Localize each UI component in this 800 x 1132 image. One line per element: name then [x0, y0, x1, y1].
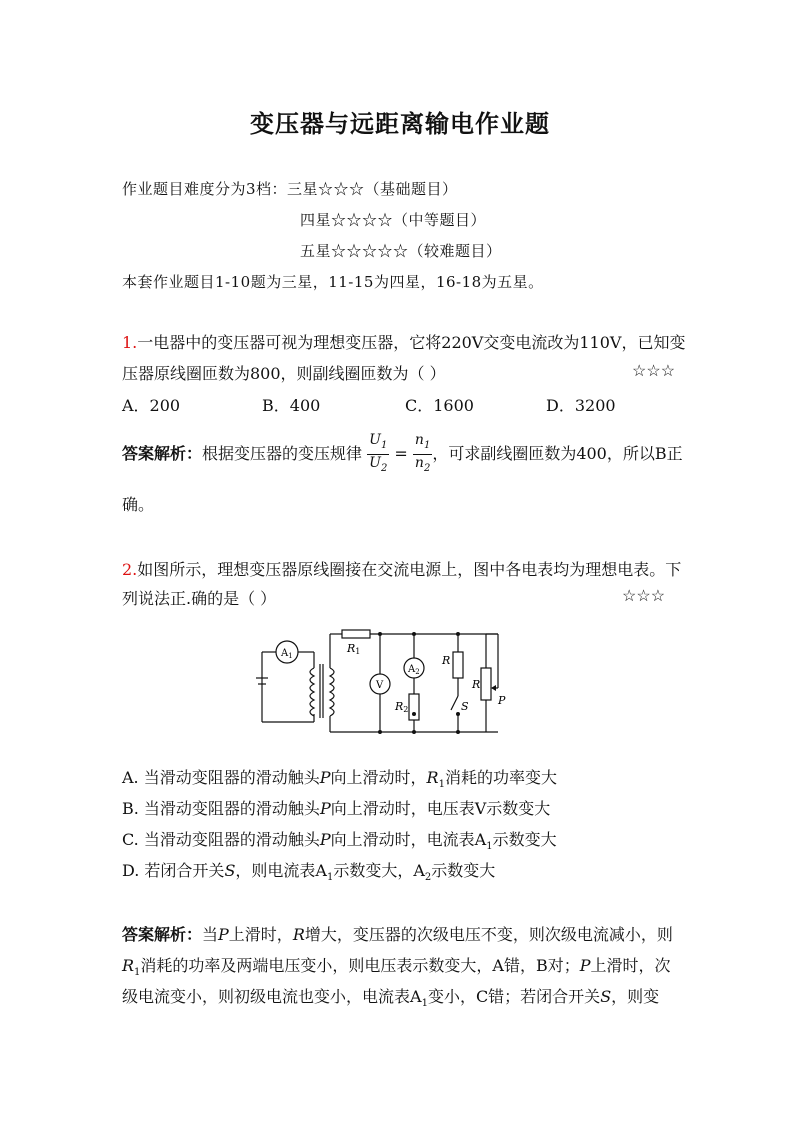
q1-answer-line-2: 确。 [122, 495, 155, 514]
label-s: S [461, 700, 469, 713]
q2-number: 2. [122, 560, 138, 579]
q1-text-1: 一电器中的变压器可视为理想变压器，它将220V交变电流改为110V，已知变 [137, 333, 686, 352]
intro-line-2: 四星☆☆☆☆（中等题目） [300, 211, 487, 229]
label-a2: $A_2$ [408, 664, 420, 676]
q1-number: 1. [122, 333, 138, 352]
intro-line-1: 作业题目难度分为3档：三星☆☆☆（基础题目） [122, 180, 458, 198]
label-r1: R1 [347, 642, 361, 656]
label-r2: R2 [395, 700, 409, 714]
label-v: V [376, 680, 384, 691]
q1-option-b: B．400 [262, 396, 321, 415]
q2-option-c: C. 当滑动变阻器的滑动触头P向上滑动时，电流表$A_1$示数变大 [122, 830, 557, 853]
q2-option-d: D. 若闭合开关S，则电流表$A_1$示数变大，$A_2$示数变大 [122, 861, 496, 884]
q1-answer-pre: 根据变压器的变压规律 [202, 443, 363, 463]
circuit-diagram [252, 624, 522, 750]
q2-line-2: 列说法正.确的是（ ） [122, 589, 277, 608]
q1-line-1 [122, 330, 685, 353]
document-title: 变压器与远距离输电作业题 [250, 110, 550, 138]
formula-n-ratio: $\frac{n_1}{n_2}$ [414, 432, 431, 474]
q2-line-1 [122, 557, 681, 580]
formula-u-ratio: $\frac{U_1}{U_2}$ [369, 432, 388, 474]
q1-option-d: D．3200 [546, 396, 616, 415]
label-a1: $A_1$ [281, 648, 293, 660]
q1-option-c: C．1600 [405, 396, 474, 415]
intro-line-3: 五星☆☆☆☆☆（较难题目） [300, 242, 502, 260]
q1-answer-post: ，可求副线圈匝数为400，所以B正 [432, 443, 683, 463]
q2-answer-line-2: $R_1$消耗的功率及两端电压变小，则电压表示数变大，A错，B对；P上滑时，次 [122, 956, 671, 979]
q2-answer-line-1: 答案解析：当P上滑时，R增大，变压器的次级电压不变，则次级电流减小，则 [122, 925, 673, 944]
q1-option-a: A．200 [122, 396, 181, 415]
label-r: R [442, 654, 451, 667]
q2-text-1: 如图所示，理想变压器原线圈接在交流电源上，图中各电表均为理想电表。下 [137, 560, 682, 579]
q2-difficulty-stars: ☆☆☆ [622, 586, 666, 605]
intro-line-4: 本套作业题目1-10题为三星，11-15为四星，16-18为五星。 [122, 273, 544, 291]
q1-answer-line-1 [122, 432, 683, 477]
q1-line-2: 压器原线圈匝数为800，则副线圈匝数为（ ） [122, 364, 446, 383]
q2-option-a: A. 当滑动变阻器的滑动触头P向上滑动时，$R_1$消耗的功率变大 [122, 768, 557, 791]
formula-equals: = [394, 443, 408, 463]
q1-answer-label: 答案解析： [122, 443, 203, 463]
q2-answer-label: 答案解析： [122, 925, 203, 944]
q2-option-b: B. 当滑动变阻器的滑动触头P向上滑动时，电压表V示数变大 [122, 799, 551, 818]
label-p: P [498, 694, 506, 707]
q1-difficulty-stars: ☆☆☆ [632, 361, 676, 380]
q2-answer-line-3: 级电流变小，则初级电流也变小，电流表$A_1$变小，C错；若闭合开关S，则变 [122, 987, 660, 1010]
label-r-rheostat: R [472, 678, 481, 691]
